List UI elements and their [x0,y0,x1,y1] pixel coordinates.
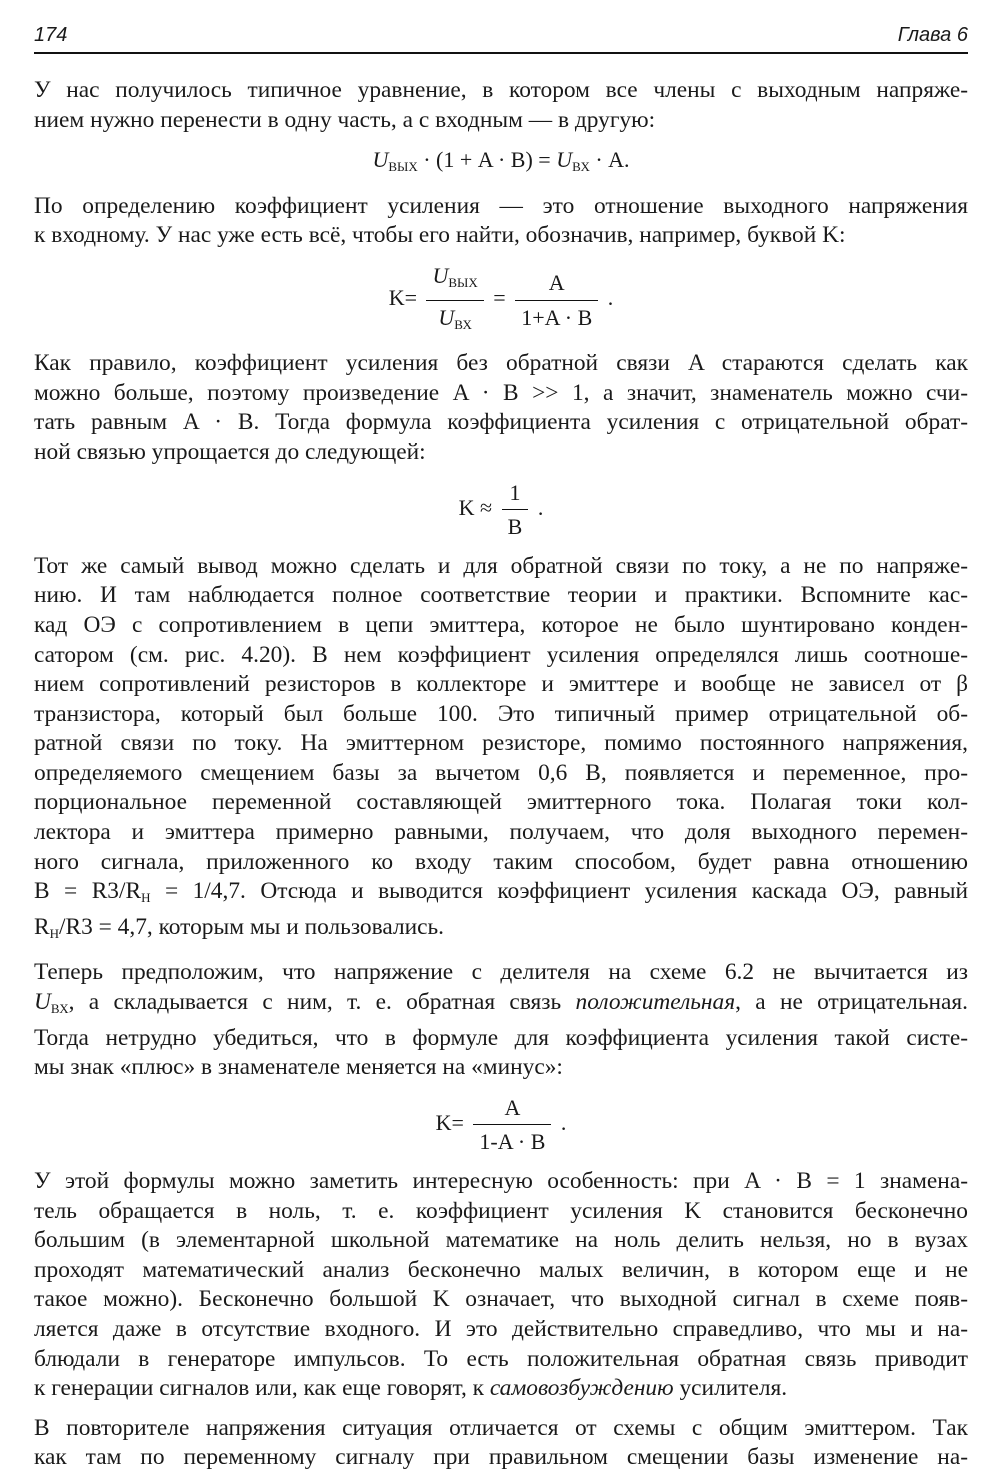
page-header [34,22,968,54]
text-line: можно больше, поэтому произведение A · B >> 1, а значит, знаменатель можно счи- [34,379,968,406]
text-line: как там по переменному сигналу при правильном смещении базы изменение на- [34,1444,968,1471]
text-line: У этой формулы можно заметить интересную особенность: при A · B = 1 знамена- [34,1168,968,1194]
text-line: тель обращается в ноль, т. е. коэффициент усиления K становится бесконечно [34,1197,969,1224]
text-line: к входному. У нас уже есть всё, чтобы его найти, обозначив, например, буквой K: [34,222,846,249]
text-line: такое можно). Бесконечно большой K означает, что выходной сигнал в схеме появ- [34,1286,968,1313]
text-line: транзистора, который был больше 100. Это типичный пример отрицательной об- [34,700,968,727]
text-line: $U_{ВХ}$, а складывается с ним, т. е. обратная связь положительная, а не отрицательная. [34,989,968,1017]
text-line: блюдали в генераторе импульсов. То есть положительная обратная связь приводит [34,1345,968,1372]
text-line: нием сопротивлений резисторов в коллекторе и эмиттере и вообще не зависел от β [34,671,968,698]
formula-positive-feedback: K= $\frac{A}{1-A \cdot B}$ . [34,1093,968,1157]
paragraph-4 [34,552,968,949]
text-line: ного сигнала, приложенного ко входу таким способом, будет равна отношению [34,848,968,875]
formula-gain-approx: K ≈ $\frac{1}{B}$ . [34,478,968,542]
page-number: 174 [34,24,68,46]
text-line: $B = R3/R_Н = 1/4,7$. Отсюда и выводится коэффициент усиления каскада ОЭ, равный [34,878,968,906]
text-line: порциональное переменной составляющей эмиттерного тока. Полагая токи кол- [34,789,968,816]
text-line: нием нужно перенести в одну часть, а с входным — в другую: [34,106,656,133]
text-line: Как правило, коэффициент усиления без обратной связи A стараются сделать как [34,350,968,377]
page-body [34,76,968,1483]
paragraph-1 [34,76,968,135]
text-line: определяемого смещением базы за вычетом 0,6 В, появляется и переменное, про- [34,759,968,786]
paragraph-3 [34,349,968,467]
fraction: $\frac{1}{B}$ [502,478,529,542]
fraction: $\frac{U_{ВЫХ}}{U_{ВХ}}$ [426,261,483,339]
chapter-title: Глава 6 [897,24,968,46]
text-line: Теперь предположим, что напряжение с делителя на схеме 6.2 не вычитается из [34,959,968,986]
text-line: ратной связи по току. На эмиттерном резисторе, помимо постоянного напряжения, [34,730,968,757]
formula-output-equation: $U_{ВЫХ} \cdot (1 + A \cdot B) = U_{ВХ} \cdot A$. [372,147,630,175]
paragraph-5 [34,958,968,1082]
paragraph-6 [34,1167,968,1404]
text-line: проходят математический анализ бесконечно малых величин, в котором еще и не [34,1256,968,1283]
text-line: к генерации сигналов или, как еще говорят, к самовозбуждению усилителя. [34,1375,788,1402]
text-line: лектора и эмиттера примерно равными, получаем, что доля выходного перемен- [34,819,968,846]
text-line: Тот же самый вывод можно сделать и для обратной связи по току, а не по напряже- [34,552,968,579]
text-line: Тогда нетрудно убедиться, что в формуле для коэффициента усиления такой систе- [34,1024,968,1051]
fraction: $\frac{A}{1-A \cdot B}$ [473,1093,551,1157]
text-line: ной связью упрощается до следующей: [34,438,426,465]
text-line: нию. И там наблюдается полное соответствие теории и практики. Вспомните кас- [34,582,968,609]
text-line: большим (в элементарной школьной математике на ноль делить нельзя, но в вузах [34,1227,968,1254]
text-line: ляется даже в отсутствие входного. И это действительно справедливо, что мы и на- [34,1315,968,1342]
text-line: сатором (см. рис. 4.20). В нем коэффициент усиления определялся лишь соотноше- [34,641,968,668]
text-line: кад ОЭ с сопротивлением в цепи эмиттера, которое не было шунтировано конден- [34,611,968,638]
text-line: $R_Н/R3 = 4,7$, которым мы и пользовались. [34,913,445,941]
text-line: У нас получилось типичное уравнение, в котором все члены с выходным напряже- [34,77,968,103]
formula-gain-definition: K= $\frac{U_{ВЫХ}}{U_{ВХ}}$ = $\frac{A}{1+A \cdot B}$ . [34,261,968,339]
fraction: $\frac{A}{1+A \cdot B}$ [515,268,598,332]
paragraph-7 [34,1414,968,1473]
paragraph-2 [34,192,968,251]
text-line: тать равным A · B. Тогда формула коэффициента усиления с отрицательной обрат- [34,409,968,436]
text-line: По определению коэффициент усиления — это отношение выходного напряжения [34,192,968,219]
text-line: мы знак «плюс» в знаменателе меняется на «минус»: [34,1054,563,1081]
text-line: В повторителе напряжения ситуация отличается от схемы с общим эмиттером. Так [34,1414,968,1441]
